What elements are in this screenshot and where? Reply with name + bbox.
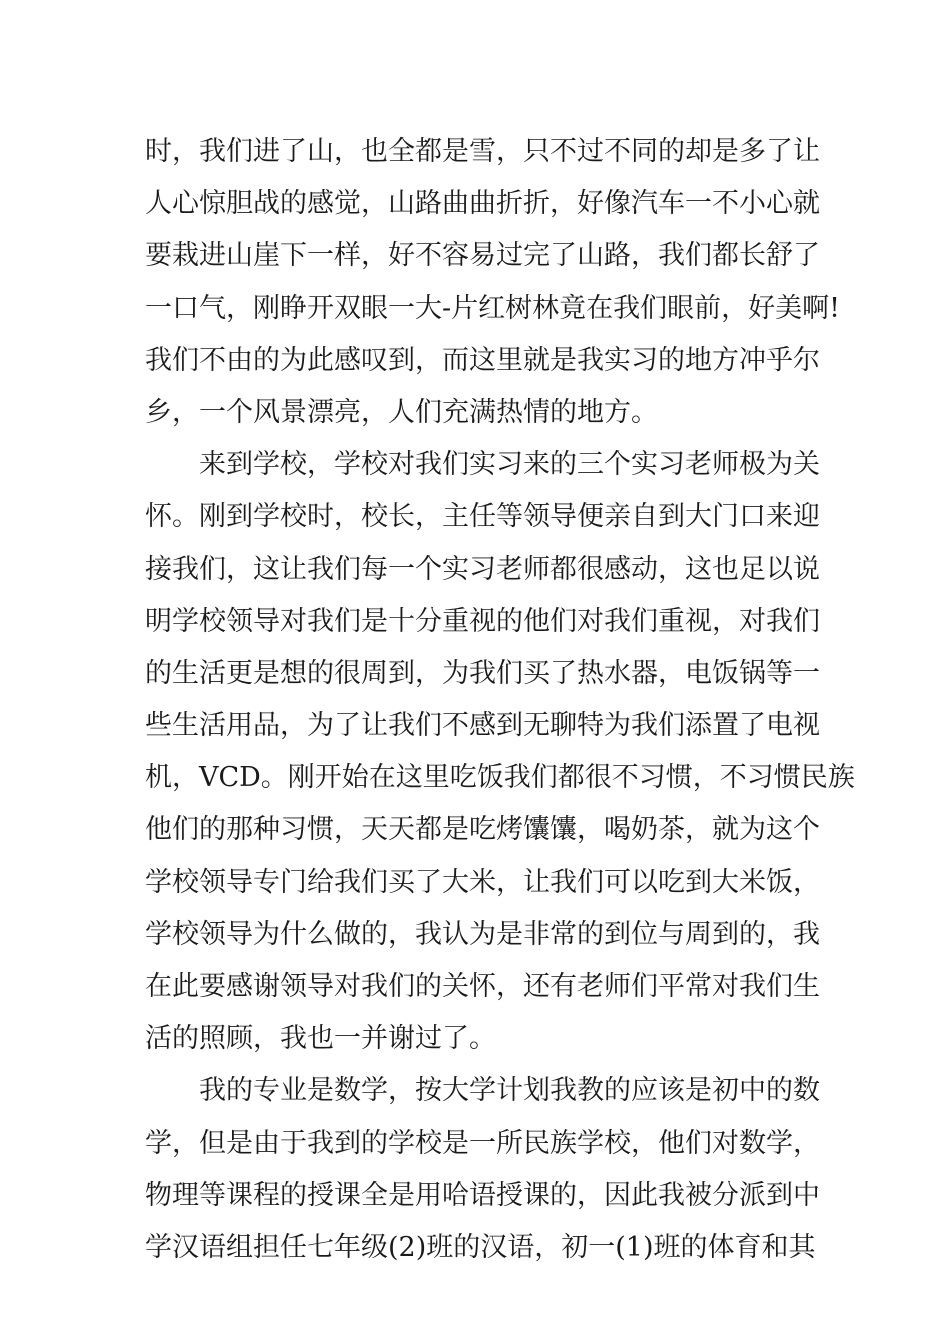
paragraph <box>145 439 855 1065</box>
paragraph <box>145 1065 825 1274</box>
text-line: 学校领导为什么做的，我认为是非常的到位与周到的，我 <box>145 918 820 950</box>
text-line: 我们不由的为此感叹到，而这里就是我实习的地方冲乎尔 <box>145 344 820 376</box>
text-line: 学汉语组担任七年级(2)班的汉语，初一(1)班的体育和其 <box>145 1231 816 1263</box>
text-line: 接我们，这让我们每一个实习老师都很感动，这也足以说 <box>145 553 820 585</box>
text-line: 我的专业是数学，按大学计划我教的应该是初中的数 <box>199 1075 820 1107</box>
text-line: 学，但是由于我到的学校是一所民族学校，他们对数学， <box>145 1127 820 1159</box>
paragraph <box>145 126 840 439</box>
text-line: 人心惊胆战的感觉，山路曲曲折折，好像汽车一不小心就 <box>145 188 820 220</box>
text-line: 要栽进山崖下一样，好不容易过完了山路，我们都长舒了 <box>145 240 820 272</box>
text-line: 些生活用品，为了让我们不感到无聊特为我们添置了电视 <box>145 710 820 742</box>
text-line: 他们的那种习惯，天天都是吃烤馕馕，喝奶茶，就为这个 <box>145 814 820 846</box>
text-line: 明学校领导对我们是十分重视的他们对我们重视，对我们 <box>145 605 820 637</box>
text-line: 机，VCD。刚开始在这里吃饭我们都很不习惯，不习惯民族 <box>145 762 855 794</box>
text-line: 在此要感谢领导对我们的关怀，还有老师们平常对我们生 <box>145 971 820 1002</box>
text-line: 学校领导专门给我们买了大米，让我们可以吃到大米饭， <box>145 866 820 898</box>
text-line: 的生活更是想的很周到，为我们买了热水器，电饭锅等一 <box>145 657 820 689</box>
text-line: 怀。刚到学校时，校长，主任等领导便亲自到大门口来迎 <box>145 501 820 533</box>
text-line: 物理等课程的授课全是用哈语授课的，因此我被分派到中 <box>145 1179 820 1211</box>
text-line: 活的照顾，我也一并谢过了。 <box>145 1023 496 1055</box>
document-body <box>145 126 855 1274</box>
text-line: 时，我们进了山，也全都是雪，只不过不同的却是多了让 <box>145 136 820 167</box>
text-line: 乡，一个风景漂亮，人们充满热情的地方。 <box>145 396 658 428</box>
text-line: 一口气，刚睁开双眼一大-片红树林竟在我们眼前，好美啊! <box>145 292 840 324</box>
text-line: 来到学校，学校对我们实习来的三个实习老师极为关 <box>199 449 820 481</box>
